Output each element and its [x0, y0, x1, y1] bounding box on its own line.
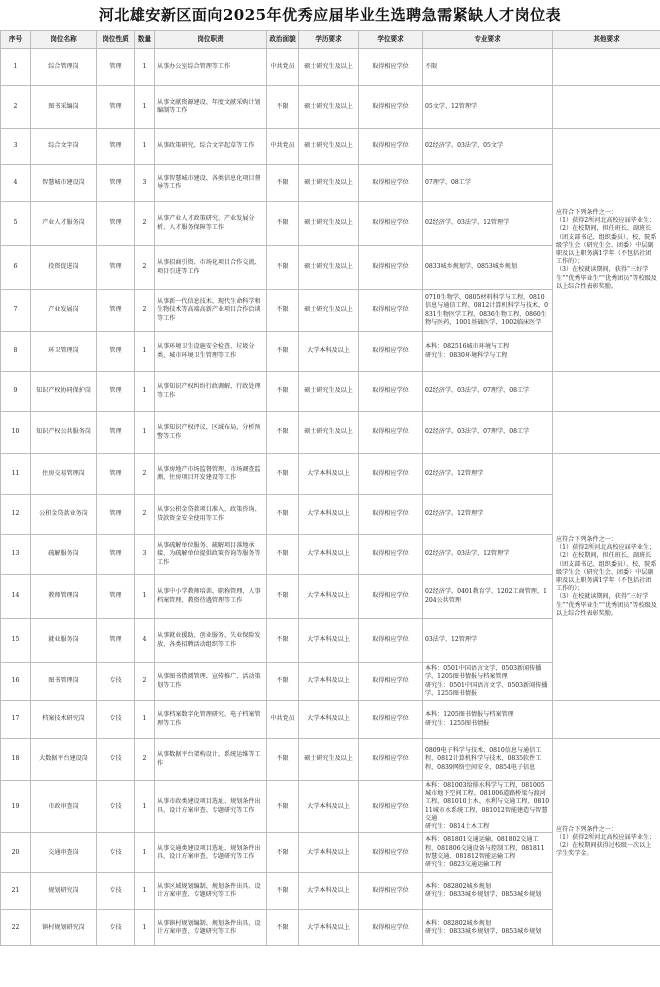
position-type: 管理: [97, 495, 135, 535]
education-requirement: 硕士研究生及以上: [299, 739, 359, 781]
degree-requirement: 取得相应学位: [359, 495, 423, 535]
page-title: 河北雄安新区面向2025年优秀应届毕业生选聘急需紧缺人才岗位表: [98, 6, 562, 24]
political-status: 不限: [267, 454, 299, 495]
position-duty: 从事产业人才政策研究、产业发展分析、人才服务保障等工作: [155, 202, 267, 246]
row-number: 1: [1, 49, 31, 86]
major-requirement: 本科：1205图书情报与档案管理 研究生：1255图书情报: [423, 701, 553, 739]
position-name: 就业服务岗: [31, 619, 97, 663]
row-number: 8: [1, 332, 31, 372]
position-type: 管理: [97, 290, 135, 332]
position-type: 管理: [97, 454, 135, 495]
degree-requirement: 取得相应学位: [359, 412, 423, 454]
position-type: 管理: [97, 619, 135, 663]
header-major: 专业要求: [423, 31, 553, 49]
education-requirement: 大学本科及以上: [299, 781, 359, 833]
row-number: 5: [1, 202, 31, 246]
position-duty: 从事公积金贷款项目准入、政策咨询、贷款资金安全使用等工作: [155, 495, 267, 535]
education-requirement: 硕士研究生及以上: [299, 165, 359, 202]
row-number: 9: [1, 372, 31, 412]
major-requirement: 0710生物学、0805材料科学与工程、0810信息与通信工程、0812计算机科学与技术、0831生物医学工程、0836生物工程、0860生物与医药、1001基础医学、1002临床医学: [423, 290, 553, 332]
position-type: 管理: [97, 332, 135, 372]
row-number: 13: [1, 535, 31, 575]
row-number: 15: [1, 619, 31, 663]
education-requirement: 硕士研究生及以上: [299, 129, 359, 165]
row-number: 12: [1, 495, 31, 535]
position-count: 1: [135, 910, 155, 946]
position-name: 产业人才服务岗: [31, 202, 97, 246]
header-politics: 政治面貌: [267, 31, 299, 49]
row-number: 22: [1, 910, 31, 946]
education-requirement: 硕士研究生及以上: [299, 412, 359, 454]
education-requirement: 大学本科及以上: [299, 833, 359, 873]
position-name: 档案技术研究岗: [31, 701, 97, 739]
position-type: 管理: [97, 372, 135, 412]
table-body: [1, 49, 660, 946]
position-count: 1: [135, 412, 155, 454]
position-type: 专技: [97, 833, 135, 873]
political-status: 不限: [267, 833, 299, 873]
position-count: 2: [135, 290, 155, 332]
major-requirement: 02经济学、12管理学: [423, 495, 553, 535]
political-status: 不限: [267, 535, 299, 575]
position-name: 镇村规划研究岗: [31, 910, 97, 946]
position-name: 环卫管理岗: [31, 332, 97, 372]
position-duty: 从事新一代信息技术、现代生命科学和生物技术等高端高新产业项目合作洽谈等工作: [155, 290, 267, 332]
position-duty: 从事智慧城市建设、各类信息化项目督导等工作: [155, 165, 267, 202]
position-duty: 从事数据平台架构设计、系统运维等工作: [155, 739, 267, 781]
major-requirement: 不限: [423, 49, 553, 86]
degree-requirement: 取得相应学位: [359, 739, 423, 781]
major-requirement: 02经济学、12管理学: [423, 454, 553, 495]
education-requirement: 大学本科及以上: [299, 619, 359, 663]
header-no: 序号: [1, 31, 31, 49]
position-type: 管理: [97, 165, 135, 202]
table-row: [1, 739, 660, 781]
position-count: 1: [135, 332, 155, 372]
political-status: 不限: [267, 412, 299, 454]
political-status: 不限: [267, 372, 299, 412]
political-status: 不限: [267, 202, 299, 246]
position-type: 专技: [97, 701, 135, 739]
education-requirement: 大学本科及以上: [299, 575, 359, 619]
row-number: 14: [1, 575, 31, 619]
major-requirement: 本科：081003给排水科学与工程、081005城市地下空间工程、081006道路桥梁与渡河工程、081010土木、水利与交通工程、081011城市水系统工程、081012智能建造与智慧交通 研究生：0814土木工程: [423, 781, 553, 833]
position-type: 管理: [97, 246, 135, 290]
other-requirements-text: 应符合下列条件之一： （1）获得2所河北高校应届毕业生； （2）在校期间获得过校级一次以上学生奖学金。: [556, 825, 656, 858]
position-count: 1: [135, 129, 155, 165]
position-name: 教师管理岗: [31, 575, 97, 619]
other-requirements-empty: [553, 86, 660, 129]
position-name: 市政审查岗: [31, 781, 97, 833]
major-requirement: 02经济学、03法学、12管理学: [423, 202, 553, 246]
position-name: 综合文字岗: [31, 129, 97, 165]
position-type: 管理: [97, 129, 135, 165]
degree-requirement: 取得相应学位: [359, 701, 423, 739]
row-number: 18: [1, 739, 31, 781]
degree-requirement: 取得相应学位: [359, 290, 423, 332]
degree-requirement: 取得相应学位: [359, 873, 423, 910]
position-type: 专技: [97, 910, 135, 946]
degree-requirement: 取得相应学位: [359, 202, 423, 246]
major-requirement: 02经济学、03法学、12管理学: [423, 535, 553, 575]
position-count: 1: [135, 781, 155, 833]
position-type: 专技: [97, 781, 135, 833]
education-requirement: 大学本科及以上: [299, 910, 359, 946]
other-requirements: [553, 454, 660, 701]
other-requirements-empty: [553, 412, 660, 454]
position-name: 住房交易管理岗: [31, 454, 97, 495]
row-number: 19: [1, 781, 31, 833]
education-requirement: 硕士研究生及以上: [299, 202, 359, 246]
degree-requirement: 取得相应学位: [359, 663, 423, 701]
position-count: 3: [135, 535, 155, 575]
education-requirement: 硕士研究生及以上: [299, 372, 359, 412]
row-number: 10: [1, 412, 31, 454]
political-status: 不限: [267, 332, 299, 372]
row-number: 20: [1, 833, 31, 873]
position-duty: 从事图书借阅管理、宣传推广、活动策划等工作: [155, 663, 267, 701]
major-requirement: 本科：081801交通运输、081802交通工程、081806交通设备与控制工程、081811智慧交通、081812智能运输工程 研究生：0823交通运输工程: [423, 833, 553, 873]
position-count: 1: [135, 833, 155, 873]
position-name: 公积金贷款业务岗: [31, 495, 97, 535]
position-count: 1: [135, 49, 155, 86]
header-degree: 学位要求: [359, 31, 423, 49]
position-name: 产业发展岗: [31, 290, 97, 332]
major-requirement: 本科：082802城乡规划 研究生：0833城乡规划学、0853城乡规划: [423, 873, 553, 910]
degree-requirement: 取得相应学位: [359, 575, 423, 619]
position-duty: 从事办公室综合管理等工作: [155, 49, 267, 86]
major-requirement: 本科：082802城乡规划 研究生：0833城乡规划学、0853城乡规划: [423, 910, 553, 946]
row-number: 11: [1, 454, 31, 495]
major-requirement: 0809电子科学与技术、0810信息与通信工程、0812计算机科学与技术、0835软件工程、0839网络空间安全、0854电子信息: [423, 739, 553, 781]
position-type: 管理: [97, 202, 135, 246]
position-type: 专技: [97, 663, 135, 701]
major-requirement: 02经济学、03法学、07理学、08工学: [423, 412, 553, 454]
header-count: 数量: [135, 31, 155, 49]
degree-requirement: 取得相应学位: [359, 86, 423, 129]
position-name: 知识产权协同保护岗: [31, 372, 97, 412]
position-duty: 从事招商引资、市场化项目合作交流、项目引进等工作: [155, 246, 267, 290]
degree-requirement: 取得相应学位: [359, 246, 423, 290]
position-type: 专技: [97, 739, 135, 781]
table-row: [1, 412, 660, 454]
row-number: 4: [1, 165, 31, 202]
header-education: 学历要求: [299, 31, 359, 49]
position-duty: 从事镇村规划编制、规划条件出具、设计方案审查、专题研究等工作: [155, 910, 267, 946]
position-count: 1: [135, 701, 155, 739]
education-requirement: 大学本科及以上: [299, 332, 359, 372]
row-number: 2: [1, 86, 31, 129]
position-duty: 从事就业援助、创业服务、失业保险发放、各类招聘活动组织等工作: [155, 619, 267, 663]
education-requirement: 硕士研究生及以上: [299, 246, 359, 290]
degree-requirement: 取得相应学位: [359, 372, 423, 412]
political-status: 不限: [267, 290, 299, 332]
major-requirement: 03法学、12管理学: [423, 619, 553, 663]
degree-requirement: 取得相应学位: [359, 129, 423, 165]
political-status: 中共党员: [267, 49, 299, 86]
position-name: 知识产权公共服务岗: [31, 412, 97, 454]
political-status: 不限: [267, 495, 299, 535]
education-requirement: 大学本科及以上: [299, 535, 359, 575]
political-status: 不限: [267, 910, 299, 946]
position-type: 管理: [97, 412, 135, 454]
political-status: 不限: [267, 246, 299, 290]
political-status: 不限: [267, 873, 299, 910]
position-name: 大数据平台建设岗: [31, 739, 97, 781]
major-requirement: 02经济学、03法学、07理学、08工学: [423, 372, 553, 412]
degree-requirement: 取得相应学位: [359, 535, 423, 575]
row-number: 6: [1, 246, 31, 290]
position-duty: 从事疏解单位服务、疏解项目落地承接，为疏解单位提供政策咨询等服务等工作: [155, 535, 267, 575]
degree-requirement: 取得相应学位: [359, 619, 423, 663]
political-status: 不限: [267, 739, 299, 781]
political-status: 中共党员: [267, 129, 299, 165]
other-requirements-text: 应符合下列条件之一： （1）获得2所河北高校应届毕业生； （2）在校期间，担任班长、副班长（团支部书记、组织委员）、校、院系级学生会（研究生会、团委）中层副职及以上职务满1学年（不包括社团工作的）； （3）在校就读期间，获得“三好学生”“优秀毕业生”“优秀团员”等校级及以上综合性表彰奖励。: [556, 535, 657, 617]
other-requirements-text: 应符合下列条件之一： （1）获得2所河北高校应届毕业生； （2）在校期间，担任班长、副班长（团支部书记、组织委员）、校、院系级学生会（研究生会、团委）中层副职及以上职务满1学年（不包括社团工作的）； （3）在校就读期间，获得“三好学生”“优秀毕业生”“优秀团员”等校级及以上综合性表彰奖励。: [556, 208, 657, 290]
position-name: 图书管理岗: [31, 663, 97, 701]
row-number: 3: [1, 129, 31, 165]
position-name: 图书采编岗: [31, 86, 97, 129]
position-duty: 从事交通类建设项目选址、规划条件出具、设计方案审查、专题研究等工作: [155, 833, 267, 873]
position-count: 1: [135, 86, 155, 129]
position-type: 管理: [97, 575, 135, 619]
political-status: 不限: [267, 663, 299, 701]
political-status: 不限: [267, 86, 299, 129]
other-requirements-empty: [553, 372, 660, 412]
political-status: 不限: [267, 575, 299, 619]
other-requirements: [553, 739, 660, 946]
education-requirement: 大学本科及以上: [299, 454, 359, 495]
position-count: 2: [135, 495, 155, 535]
major-requirement: 02经济学、03法学、05文学: [423, 129, 553, 165]
table-row: [1, 86, 660, 129]
position-count: 3: [135, 165, 155, 202]
degree-requirement: 取得相应学位: [359, 781, 423, 833]
education-requirement: 大学本科及以上: [299, 873, 359, 910]
position-count: 2: [135, 739, 155, 781]
position-name: 投资促进岗: [31, 246, 97, 290]
row-number: 21: [1, 873, 31, 910]
position-duty: 从事市政类建设项目选址、规划条件出具、设计方案审查、专题研究等工作: [155, 781, 267, 833]
table-row: [1, 701, 660, 739]
table-row: [1, 454, 660, 495]
education-requirement: 大学本科及以上: [299, 495, 359, 535]
political-status: 不限: [267, 781, 299, 833]
position-duty: 从事中小学教师培训、职称管理、人事档案管理、教资待遇管理等工作: [155, 575, 267, 619]
header-other: 其他要求: [553, 31, 660, 49]
position-name: 交通审查岗: [31, 833, 97, 873]
row-number: 7: [1, 290, 31, 332]
position-count: 4: [135, 619, 155, 663]
education-requirement: 硕士研究生及以上: [299, 49, 359, 86]
degree-requirement: 取得相应学位: [359, 833, 423, 873]
table-header-row: [1, 31, 660, 49]
education-requirement: 硕士研究生及以上: [299, 86, 359, 129]
position-duty: 从事房地产市场监督管理、市场调查监测、住房项目开发建设等工作: [155, 454, 267, 495]
table-row: [1, 49, 660, 86]
row-number: 16: [1, 663, 31, 701]
position-count: 2: [135, 454, 155, 495]
position-duty: 从事区域规划编制、规划条件出具、设计方案审查、专题研究等工作: [155, 873, 267, 910]
education-requirement: 大学本科及以上: [299, 663, 359, 701]
position-type: 专技: [97, 873, 135, 910]
other-requirements-empty: [553, 49, 660, 86]
education-requirement: 大学本科及以上: [299, 701, 359, 739]
position-duty: 从事知识产权评议、区域布局、分析预警等工作: [155, 412, 267, 454]
major-requirement: 02经济学、0401教育学、1202工商管理、1204公共管理: [423, 575, 553, 619]
position-type: 管理: [97, 49, 135, 86]
political-status: 不限: [267, 619, 299, 663]
major-requirement: 0833城乡规划学、0853城乡规划: [423, 246, 553, 290]
position-duty: 从事档案数字化管理研究、电子档案管理等工作: [155, 701, 267, 739]
degree-requirement: 取得相应学位: [359, 910, 423, 946]
position-duty: 从事文献资源建设、年度文献采购计划编制等工作: [155, 86, 267, 129]
position-count: 2: [135, 663, 155, 701]
degree-requirement: 取得相应学位: [359, 165, 423, 202]
position-name: 智慧城市建设岗: [31, 165, 97, 202]
position-name: 规划研究岗: [31, 873, 97, 910]
degree-requirement: 取得相应学位: [359, 454, 423, 495]
position-count: 2: [135, 202, 155, 246]
degree-requirement: 取得相应学位: [359, 332, 423, 372]
major-requirement: 本科：082516城市环境与工程 研究生：0830环境科学与工程: [423, 332, 553, 372]
header-name: 岗位名称: [31, 31, 97, 49]
position-count: 2: [135, 246, 155, 290]
position-count: 1: [135, 372, 155, 412]
positions-table: [0, 30, 660, 946]
position-duty: 从事知识产权纠纷行政调解、行政处理等工作: [155, 372, 267, 412]
position-type: 管理: [97, 535, 135, 575]
position-type: 管理: [97, 86, 135, 129]
position-duty: 从事环境卫生设施安全检查、垃圾分类、城市环境卫生管理等工作: [155, 332, 267, 372]
major-requirement: 07理学、08工学: [423, 165, 553, 202]
position-name: 综合管理岗: [31, 49, 97, 86]
education-requirement: 硕士研究生及以上: [299, 290, 359, 332]
position-count: 1: [135, 575, 155, 619]
major-requirement: 05文学、12管理学: [423, 86, 553, 129]
major-requirement: 本科：0501中国语言文学、0503新闻传播学、1205图书情报与档案管理 研究生：0501中国语言文学、0503新闻传播学、1255图书情报: [423, 663, 553, 701]
position-count: 1: [135, 873, 155, 910]
table-row: [1, 372, 660, 412]
other-requirements-empty: [553, 701, 660, 739]
political-status: 中共党员: [267, 701, 299, 739]
row-number: 17: [1, 701, 31, 739]
other-requirements: [553, 129, 660, 372]
header-duty: 岗位职责: [155, 31, 267, 49]
position-name: 疏解服务岗: [31, 535, 97, 575]
header-type: 岗位性质: [97, 31, 135, 49]
degree-requirement: 取得相应学位: [359, 49, 423, 86]
political-status: 不限: [267, 165, 299, 202]
table-row: [1, 129, 660, 165]
position-duty: 从事政策研究、综合文字起草等工作: [155, 129, 267, 165]
